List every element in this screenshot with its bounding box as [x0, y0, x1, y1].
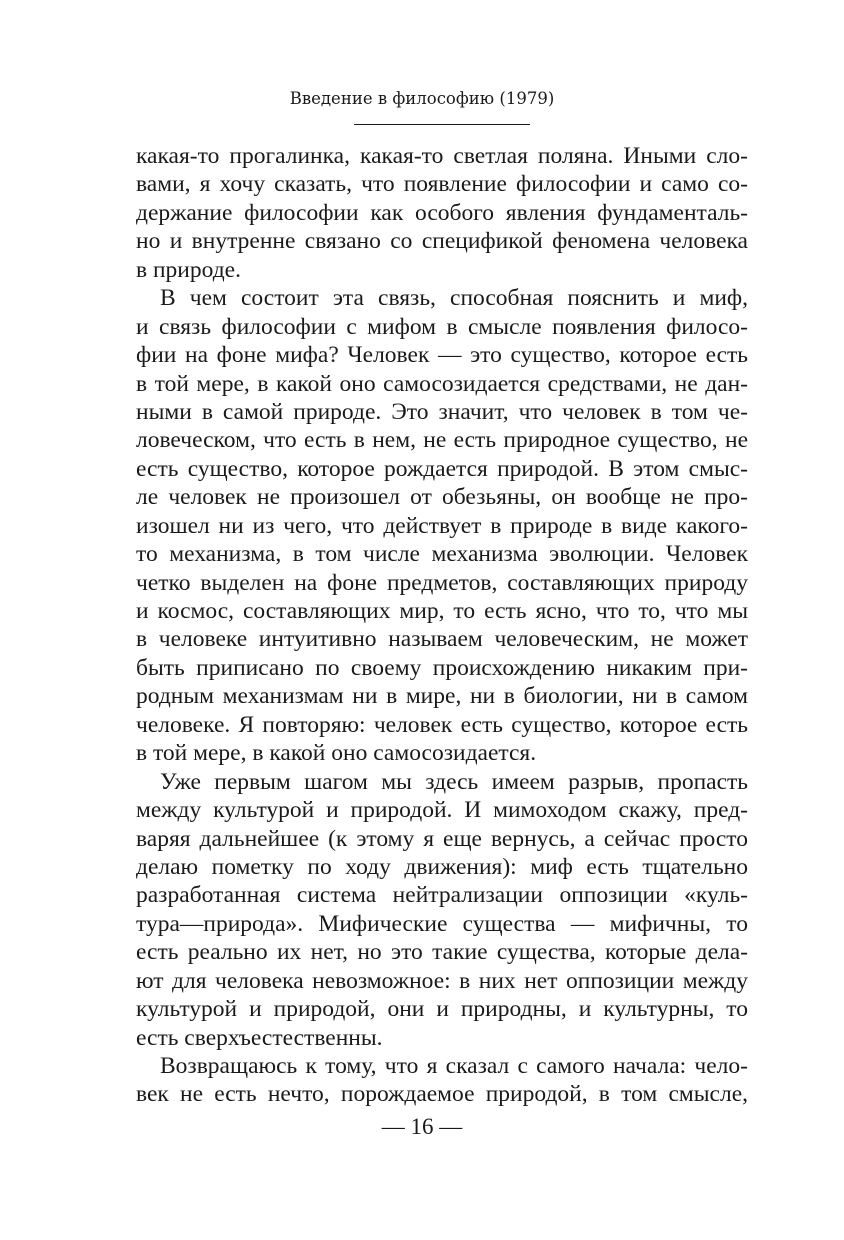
text-line: но и внутренне связано со спецификой феномена человека: [136, 228, 748, 255]
text-line: четко выделен на фоне предметов, составляющих природу: [136, 569, 748, 596]
text-line: культурой и природой, они и природны, и культурны, то: [136, 996, 748, 1023]
text-line: тура—природа». Мифические существа — мифичны, то: [136, 910, 748, 937]
text-line: Возвращаюсь к тому, что я сказал с самого начала: чело-: [160, 1053, 748, 1079]
text-line: ловеческом, что есть в нем, не есть природное существо, не: [136, 427, 748, 454]
text-line: ле человек не произошел от обезьяны, он вообще не про-: [136, 484, 748, 511]
body-text: [136, 142, 748, 1109]
text-line: быть приписано по своему происхождению никаким при-: [136, 654, 748, 681]
text-line: В чем состоит эта связь, способная пояснить и миф,: [160, 285, 748, 312]
text-line: между культурой и природой. И мимоходом скажу, пред-: [136, 797, 748, 824]
text-line: какая-то прогалинка, какая-то светлая поляна. Иными сло-: [136, 143, 748, 169]
text-line: Уже первым шагом мы здесь имеем разрыв, пропасть: [160, 768, 748, 795]
header-rule: [354, 124, 530, 125]
text-line: в человеке интуитивно называем человеческим, не может: [136, 626, 748, 653]
text-line: в природе.: [136, 256, 241, 283]
text-line: изошел ни из чего, что действует в природе в виде какого-: [136, 512, 748, 539]
page-number: — 16 —: [381, 1114, 463, 1139]
text-line: варяя дальнейшее (к этому я еще вернусь, а сейчас просто: [136, 825, 748, 852]
text-line: есть существо, которое рождается природой. В этом смыс-: [136, 455, 748, 482]
text-line: делаю пометку по ходу движения): миф есть тщательно: [136, 853, 748, 880]
text-line: и связь философии с мифом в смысле появления филосо-: [136, 313, 748, 340]
text-line: есть реально их нет, но это такие существа, которые дела-: [136, 939, 748, 966]
text-line: человеке. Я повторяю: человек есть существо, которое есть: [136, 711, 748, 738]
text-line: родным механизмам ни в мире, ни в биологии, ни в самом: [136, 683, 748, 710]
text-line: то механизма, в том числе механизма эволюции. Человек: [136, 541, 748, 568]
text-line: ют для человека невозможное: в них нет оппозиции между: [136, 967, 748, 994]
running-title: Введение в философию (1979): [289, 89, 555, 108]
text-line: в той мере, в какой оно самосозидается средствами, не дан-: [136, 370, 748, 397]
text-line: ными в самой природе. Это значит, что человек в том че-: [136, 398, 748, 425]
text-line: разработанная система нейтрализации оппозиции «куль-: [136, 882, 748, 909]
text-line: век не есть нечто, порождаемое природой, в том смысле,: [136, 1081, 748, 1108]
text-line: и космос, составляющих мир, то есть ясно, что то, что мы: [136, 598, 748, 624]
text-line: есть сверхъестественны.: [136, 1024, 383, 1051]
text-line: в той мере, в какой оно самосозидается.: [136, 740, 537, 767]
text-line: фии на фоне мифа? Человек — это существо, которое есть: [136, 342, 748, 369]
text-line: держание философии как особого явления фундаменталь-: [136, 199, 748, 226]
text-line: вами, я хочу сказать, что появление философии и само со-: [136, 171, 748, 198]
